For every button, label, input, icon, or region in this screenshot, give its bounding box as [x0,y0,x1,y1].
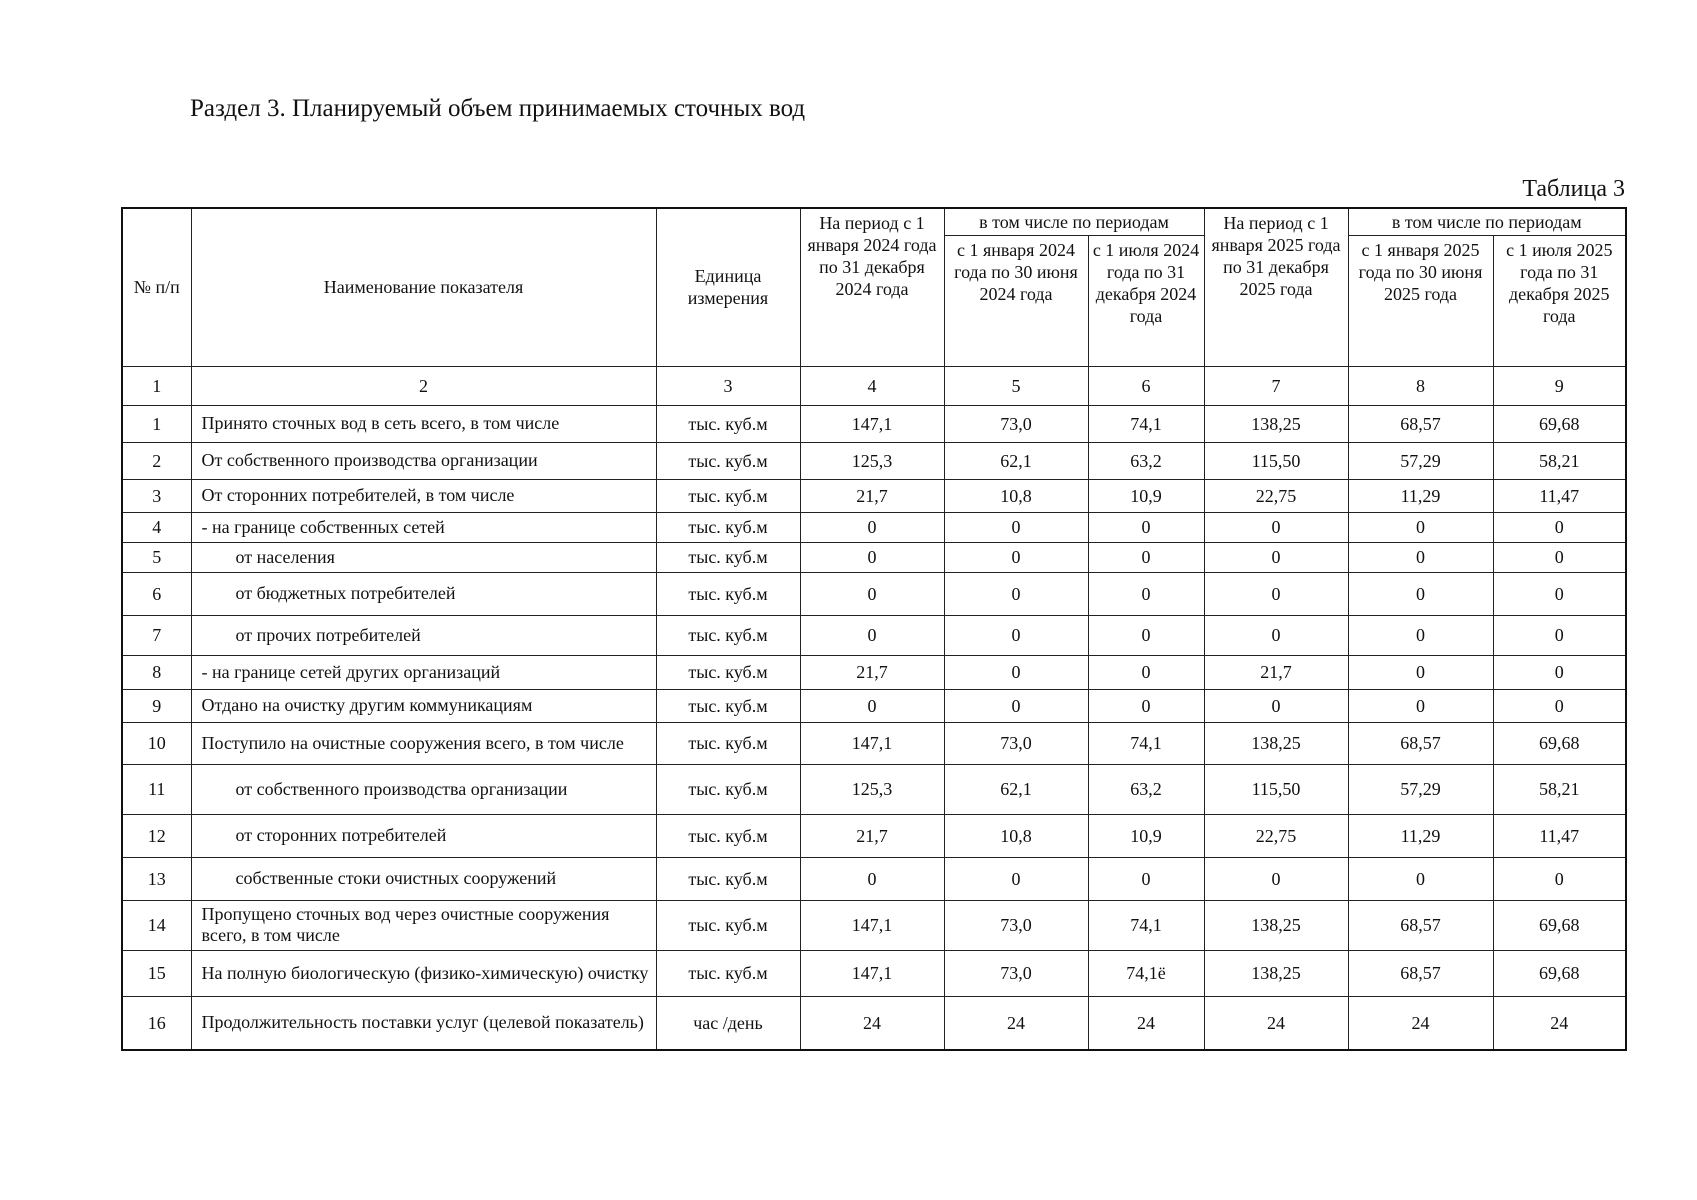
row-value: 0 [800,689,944,722]
row-value: 0 [800,572,944,615]
row-value: 125,3 [800,442,944,479]
row-indicator-name: от населения [191,542,656,572]
row-indicator-name: От собственного производства организации [191,442,656,479]
row-value: 0 [1493,542,1626,572]
row-value: 68,57 [1348,900,1493,950]
column-number: 7 [1204,366,1348,405]
row-indicator-name: от собственного производства организации [191,764,656,814]
row-value: 0 [1348,857,1493,900]
table-label: Таблица 3 [1522,176,1625,202]
row-unit: тыс. куб.м [656,655,800,689]
row-value: 11,29 [1348,479,1493,512]
row-number: 13 [122,857,191,900]
table-row [122,857,1626,900]
row-value: 138,25 [1204,900,1348,950]
row-number: 2 [122,442,191,479]
table-row [122,996,1626,1050]
table-row [122,689,1626,722]
row-value: 74,1 [1088,722,1204,764]
row-value: 22,75 [1204,814,1348,857]
row-number: 14 [122,900,191,950]
row-value: 138,25 [1204,405,1348,442]
row-value: 74,1 [1088,900,1204,950]
row-unit: тыс. куб.м [656,615,800,655]
table-row [122,615,1626,655]
row-value: 24 [1493,996,1626,1050]
header-subperiods-2024: в том числе по периодам [944,208,1204,235]
row-value: 68,57 [1348,950,1493,996]
row-value: 73,0 [944,950,1088,996]
row-value: 138,25 [1204,950,1348,996]
row-value: 0 [944,542,1088,572]
header-period-2025: На период с 1 января 2025 года по 31 декабря 2025 года [1204,208,1348,366]
row-value: 0 [1088,512,1204,542]
row-value: 0 [800,857,944,900]
row-indicator-name: - на границе собственных сетей [191,512,656,542]
row-value: 58,21 [1493,764,1626,814]
row-value: 0 [944,689,1088,722]
header-num: № п/п [122,208,191,366]
row-value: 11,29 [1348,814,1493,857]
row-value: 0 [1348,572,1493,615]
row-value: 63,2 [1088,764,1204,814]
row-value: 74,1 [1088,405,1204,442]
row-value: 0 [1088,615,1204,655]
row-value: 0 [944,615,1088,655]
table-row [122,722,1626,764]
row-value: 21,7 [800,479,944,512]
row-value: 69,68 [1493,405,1626,442]
row-unit: тыс. куб.м [656,572,800,615]
row-indicator-name: от бюджетных потребителей [191,572,656,615]
row-value: 0 [1204,857,1348,900]
table-row [122,405,1626,442]
row-value: 115,50 [1204,764,1348,814]
row-value: 0 [1493,512,1626,542]
row-value: 68,57 [1348,722,1493,764]
row-value: 24 [1348,996,1493,1050]
row-value: 0 [944,572,1088,615]
row-value: 147,1 [800,900,944,950]
row-value: 21,7 [800,655,944,689]
row-indicator-name: Поступило на очистные сооружения всего, в том числе [191,722,656,764]
header-period-2024: На период с 1 января 2024 года по 31 декабря 2024 года [800,208,944,366]
row-value: 58,21 [1493,442,1626,479]
row-unit: тыс. куб.м [656,900,800,950]
table-row [122,655,1626,689]
row-indicator-name: Принято сточных вод в сеть всего, в том числе [191,405,656,442]
row-number: 3 [122,479,191,512]
row-value: 0 [1493,615,1626,655]
row-value: 0 [1493,857,1626,900]
row-value: 74,1ё [1088,950,1204,996]
row-value: 0 [1088,655,1204,689]
row-value: 73,0 [944,900,1088,950]
row-indicator-name: - на границе сетей других организаций [191,655,656,689]
header-period-2024-h2: с 1 июля 2024 года по 31 декабря 2024 года [1088,235,1204,366]
row-unit: тыс. куб.м [656,689,800,722]
row-value: 21,7 [800,814,944,857]
table-row [122,900,1626,950]
column-number: 9 [1493,366,1626,405]
column-number: 2 [191,366,656,405]
row-indicator-name: собственные стоки очистных сооружений [191,857,656,900]
header-period-2025-h1: с 1 января 2025 года по 30 июня 2025 года [1348,235,1493,366]
row-value: 24 [800,996,944,1050]
row-value: 0 [1204,572,1348,615]
row-value: 0 [1493,689,1626,722]
row-unit: тыс. куб.м [656,814,800,857]
row-value: 0 [1348,689,1493,722]
row-number: 8 [122,655,191,689]
table-row [122,442,1626,479]
row-indicator-name: Отдано на очистку другим коммуникациям [191,689,656,722]
row-value: 0 [1348,542,1493,572]
row-value: 0 [1493,572,1626,615]
row-value: 138,25 [1204,722,1348,764]
row-unit: тыс. куб.м [656,442,800,479]
row-value: 0 [1204,512,1348,542]
header-period-2024-h1: с 1 января 2024 года по 30 июня 2024 года [944,235,1088,366]
row-value: 69,68 [1493,900,1626,950]
data-table [121,207,1627,1051]
row-unit: тыс. куб.м [656,512,800,542]
row-value: 147,1 [800,950,944,996]
row-value: 0 [944,655,1088,689]
row-number: 15 [122,950,191,996]
row-number: 4 [122,512,191,542]
row-value: 125,3 [800,764,944,814]
row-indicator-name: От сторонних потребителей, в том числе [191,479,656,512]
row-value: 0 [800,512,944,542]
row-value: 57,29 [1348,442,1493,479]
column-number: 5 [944,366,1088,405]
row-number: 11 [122,764,191,814]
row-number: 12 [122,814,191,857]
row-value: 0 [1493,655,1626,689]
row-value: 147,1 [800,722,944,764]
row-value: 62,1 [944,764,1088,814]
row-value: 69,68 [1493,950,1626,996]
row-number: 16 [122,996,191,1050]
table-row [122,542,1626,572]
row-value: 0 [1088,572,1204,615]
column-number: 4 [800,366,944,405]
row-unit: тыс. куб.м [656,857,800,900]
row-value: 0 [1088,857,1204,900]
row-number: 5 [122,542,191,572]
row-value: 22,75 [1204,479,1348,512]
row-value: 24 [1088,996,1204,1050]
row-unit: тыс. куб.м [656,722,800,764]
row-value: 24 [944,996,1088,1050]
table-row [122,814,1626,857]
row-value: 0 [1204,615,1348,655]
header-period-2025-h2: с 1 июля 2025 года по 31 декабря 2025 года [1493,235,1626,366]
row-number: 1 [122,405,191,442]
column-number: 3 [656,366,800,405]
row-unit: тыс. куб.м [656,479,800,512]
table-row [122,512,1626,542]
row-value: 63,2 [1088,442,1204,479]
column-number-row [122,366,1626,405]
row-number: 7 [122,615,191,655]
row-number: 9 [122,689,191,722]
row-value: 11,47 [1493,814,1626,857]
table-row [122,950,1626,996]
table-row [122,479,1626,512]
row-value: 57,29 [1348,764,1493,814]
row-value: 62,1 [944,442,1088,479]
table-row [122,572,1626,615]
row-indicator-name: от сторонних потребителей [191,814,656,857]
row-value: 11,47 [1493,479,1626,512]
row-value: 10,9 [1088,814,1204,857]
row-indicator-name: На полную биологическую (физико-химическую) очистку [191,950,656,996]
header-subperiods-2025: в том числе по периодам [1348,208,1626,235]
column-number: 1 [122,366,191,405]
row-indicator-name: от прочих потребителей [191,615,656,655]
row-value: 115,50 [1204,442,1348,479]
column-number: 6 [1088,366,1204,405]
header-unit: Единица измерения [656,208,800,366]
row-indicator-name: Продолжительность поставки услуг (целевой показатель) [191,996,656,1050]
row-value: 10,8 [944,814,1088,857]
row-value: 24 [1204,996,1348,1050]
row-value: 0 [1348,655,1493,689]
row-value: 73,0 [944,405,1088,442]
table-row [122,764,1626,814]
row-value: 0 [1088,689,1204,722]
row-value: 0 [1088,542,1204,572]
row-indicator-name: Пропущено сточных вод через очистные сооружения всего, в том числе [191,900,656,950]
row-value: 0 [1204,689,1348,722]
row-unit: тыс. куб.м [656,542,800,572]
row-number: 10 [122,722,191,764]
row-value: 0 [944,857,1088,900]
row-value: 0 [944,512,1088,542]
row-value: 10,9 [1088,479,1204,512]
row-number: 6 [122,572,191,615]
row-unit: тыс. куб.м [656,405,800,442]
row-value: 73,0 [944,722,1088,764]
row-unit: тыс. куб.м [656,950,800,996]
row-value: 0 [800,542,944,572]
row-value: 0 [800,615,944,655]
row-value: 21,7 [1204,655,1348,689]
row-value: 147,1 [800,405,944,442]
section-title: Раздел 3. Планируемый объем принимаемых сточных вод [190,95,806,122]
row-value: 10,8 [944,479,1088,512]
row-unit: час /день [656,996,800,1050]
row-value: 0 [1204,542,1348,572]
header-name: Наименование показателя [191,208,656,366]
row-value: 0 [1348,615,1493,655]
column-number: 8 [1348,366,1493,405]
row-value: 69,68 [1493,722,1626,764]
row-value: 68,57 [1348,405,1493,442]
row-value: 0 [1348,512,1493,542]
row-unit: тыс. куб.м [656,764,800,814]
